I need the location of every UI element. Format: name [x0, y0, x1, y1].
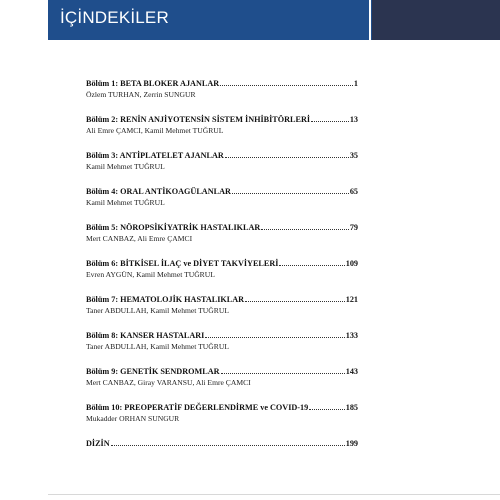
leader-dots — [205, 330, 344, 338]
entry-authors: Mukadder ORHAN SUNGUR — [86, 414, 180, 423]
toc-entry-10[interactable] — [86, 402, 358, 426]
toc-entry-4[interactable] — [86, 186, 358, 210]
leader-dots — [261, 222, 348, 230]
leader-dots — [221, 366, 345, 374]
corner-divider — [369, 0, 371, 40]
toc-entry-7[interactable] — [86, 294, 358, 318]
entry-page: 121 — [345, 295, 358, 304]
toc-entry-6[interactable] — [86, 258, 358, 282]
entry-title: Bölüm 4: ORAL ANTİKOAGÜLANLAR — [86, 187, 231, 196]
entry-authors: Kamil Mehmet TUĞRUL — [86, 198, 165, 207]
entry-page: 1 — [353, 79, 358, 88]
entry-title: Bölüm 8: KANSER HASTALARI — [86, 331, 205, 340]
bottom-rule — [48, 494, 500, 495]
toc-entry-1[interactable] — [86, 78, 358, 102]
entry-title: Bölüm 7: HEMATOLOJİK HASTALIKLAR — [86, 295, 245, 304]
toc-entry-8[interactable] — [86, 330, 358, 354]
entry-page: 65 — [349, 187, 358, 196]
leader-dots — [225, 150, 349, 158]
entry-title: Bölüm 9: GENETİK SENDROMLAR — [86, 367, 220, 376]
corner-decoration — [372, 0, 500, 40]
entry-page: 79 — [349, 223, 358, 232]
entry-authors: Taner ABDULLAH, Kamil Mehmet TUĞRUL — [86, 342, 229, 351]
leader-dots — [309, 402, 345, 410]
entry-authors: Ali Emre ÇAMCI, Kamil Mehmet TUĞRUL — [86, 126, 224, 135]
leader-dots — [279, 258, 344, 266]
entry-authors: Taner ABDULLAH, Kamil Mehmet TUĞRUL — [86, 306, 229, 315]
toc-entry-index[interactable] — [86, 438, 358, 462]
entry-page: 133 — [345, 331, 358, 340]
entry-title: Bölüm 6: BİTKİSEL İLAÇ ve DİYET TAKVİYELERİ — [86, 259, 279, 268]
entry-title: Bölüm 1: BETA BLOKER AJANLAR — [86, 79, 220, 88]
toc-entry-3[interactable] — [86, 150, 358, 174]
entry-authors: Kamil Mehmet TUĞRUL — [86, 162, 165, 171]
leader-dots — [220, 78, 353, 86]
entry-authors: Özlem TURHAN, Zerrin SUNGUR — [86, 90, 196, 99]
entry-authors: Evren AYGÜN, Kamil Mehmet TUĞRUL — [86, 270, 215, 279]
entry-title: Bölüm 3: ANTİPLATELET AJANLAR — [86, 151, 224, 160]
entry-page: 199 — [345, 439, 358, 448]
entry-title: DİZİN — [86, 439, 110, 448]
entry-authors: Mert CANBAZ, Ali Emre ÇAMCI — [86, 234, 193, 243]
toc-entry-2[interactable] — [86, 114, 358, 138]
leader-dots — [111, 438, 345, 446]
leader-dots — [232, 186, 349, 194]
table-of-contents — [86, 78, 358, 474]
leader-dots — [245, 294, 345, 302]
entry-title: Bölüm 5: NÖROPSİKİYATRİK HASTALIKLAR — [86, 223, 261, 232]
page-title: İÇİNDEKİLER — [60, 8, 169, 27]
entry-page: 143 — [345, 367, 358, 376]
entry-title: Bölüm 2: RENİN ANJİYOTENSİN SİSTEM İNHİBİTÖRLERİ — [86, 115, 311, 124]
entry-page: 109 — [345, 259, 358, 268]
toc-entry-9[interactable] — [86, 366, 358, 390]
entry-authors: Mert CANBAZ, Giray VARANSU, Ali Emre ÇAMCI — [86, 378, 251, 387]
toc-entry-5[interactable] — [86, 222, 358, 246]
leader-dots — [311, 114, 349, 122]
entry-page: 13 — [349, 115, 358, 124]
entry-title: Bölüm 10: PREOPERATİF DEĞERLENDİRME ve COVID-19 — [86, 403, 309, 412]
entry-page: 35 — [349, 151, 358, 160]
entry-page: 185 — [345, 403, 358, 412]
